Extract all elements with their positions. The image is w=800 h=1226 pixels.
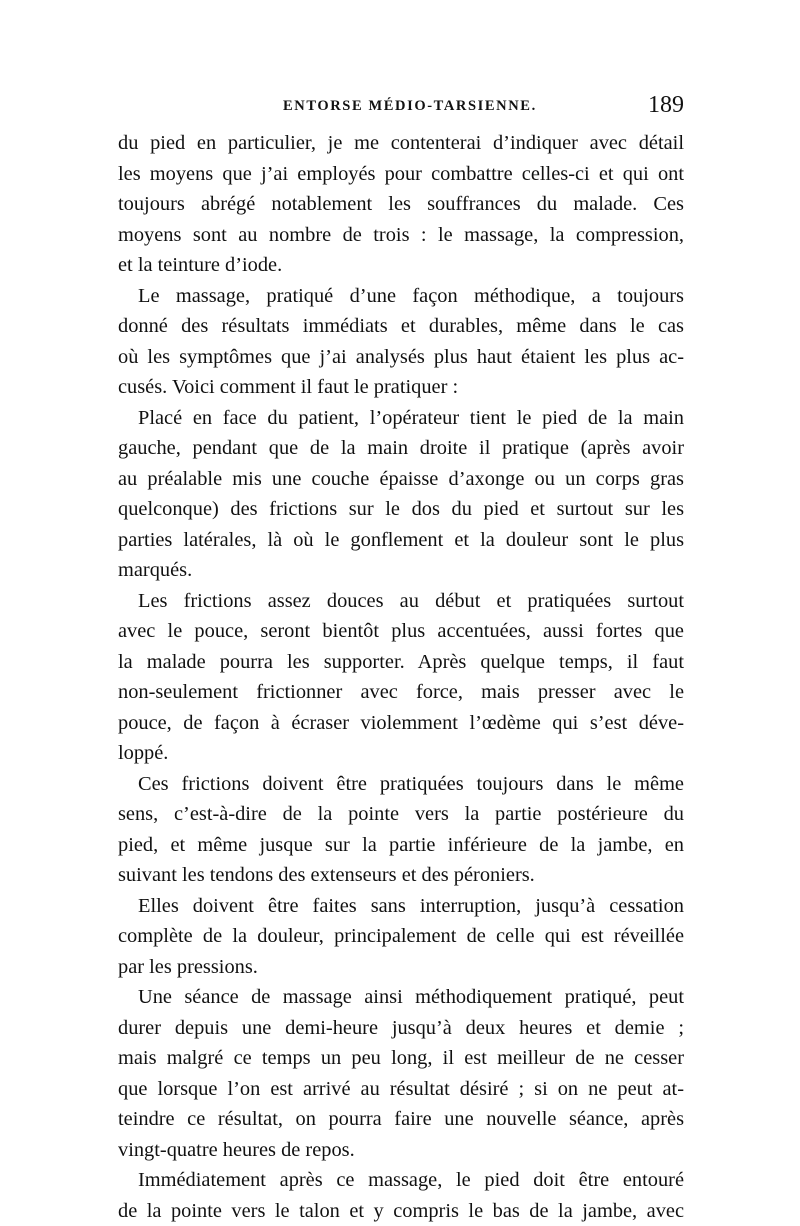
paragraph [118, 891, 684, 983]
paragraph [118, 1165, 684, 1226]
text-line: moyens sont au nombre de trois : le massage, la compression, [118, 220, 684, 251]
text-line: loppé. [118, 738, 684, 769]
paragraph [118, 982, 684, 1165]
text-line: toujours abrégé notablement les souffrances du malade. Ces [118, 189, 684, 220]
text-line: et la teinture d’iode. [118, 250, 684, 281]
text-line: au préalable mis une couche épaisse d’axonge ou un corps gras [118, 464, 684, 495]
text-line: parties latérales, là où le gonflement et la douleur sont le plus [118, 525, 684, 556]
text-line: Elles doivent être faites sans interruption, jusqu’à cessation [118, 891, 684, 922]
text-line: que lorsque l’on est arrivé au résultat désiré ; si on ne peut at- [118, 1074, 684, 1105]
text-line: suivant les tendons des extenseurs et des péroniers. [118, 860, 684, 891]
text-line: durer depuis une demi-heure jusqu’à deux heures et demie ; [118, 1013, 684, 1044]
paragraph [118, 403, 684, 586]
paragraph [118, 128, 684, 281]
text-line: pouce, de façon à écraser violemment l’œdème qui s’est déve- [118, 708, 684, 739]
text-line: Les frictions assez douces au début et pratiquées surtout [118, 586, 684, 617]
text-line: non-seulement frictionner avec force, mais presser avec le [118, 677, 684, 708]
text-line: donné des résultats immédiats et durables, même dans le cas [118, 311, 684, 342]
paragraph [118, 769, 684, 891]
text-line: Immédiatement après ce massage, le pied doit être entouré [118, 1165, 684, 1196]
text-line: où les symptômes que j’ai analysés plus haut étaient les plus ac- [118, 342, 684, 373]
text-line: teindre ce résultat, on pourra faire une nouvelle séance, après [118, 1104, 684, 1135]
text-line: Placé en face du patient, l’opérateur tient le pied de la main [118, 403, 684, 434]
paragraph [118, 281, 684, 403]
text-line: quelconque) des frictions sur le dos du pied et surtout sur les [118, 494, 684, 525]
text-line: cusés. Voici comment il faut le pratiquer : [118, 372, 684, 403]
text-line: marqués. [118, 555, 684, 586]
body-text [118, 128, 684, 1226]
text-line: Ces frictions doivent être pratiquées toujours dans le même [118, 769, 684, 800]
text-line: Le massage, pratiqué d’une façon méthodique, a toujours [118, 281, 684, 312]
text-line: par les pressions. [118, 952, 684, 983]
text-line: de la pointe vers le talon et y compris le bas de la jambe, avec [118, 1196, 684, 1226]
text-line: vingt-quatre heures de repos. [118, 1135, 684, 1166]
page-number: 189 [648, 92, 684, 118]
text-line: du pied en particulier, je me contenterai d’indiquer avec détail [118, 128, 684, 159]
text-line: avec le pouce, seront bientôt plus accentuées, aussi fortes que [118, 616, 684, 647]
text-line: sens, c’est-à-dire de la pointe vers la partie postérieure du [118, 799, 684, 830]
paragraph [118, 586, 684, 769]
text-line: Une séance de massage ainsi méthodiquement pratiqué, peut [118, 982, 684, 1013]
running-head: ENTORSE MÉDIO-TARSIENNE. [283, 96, 537, 116]
text-line: complète de la douleur, principalement de celle qui est réveillée [118, 921, 684, 952]
text-line: les moyens que j’ai employés pour combattre celles-ci et qui ont [118, 159, 684, 190]
text-line: pied, et même jusque sur la partie inférieure de la jambe, en [118, 830, 684, 861]
text-line: la malade pourra les supporter. Après quelque temps, il faut [118, 647, 684, 678]
text-line: mais malgré ce temps un peu long, il est meilleur de ne cesser [118, 1043, 684, 1074]
text-line: gauche, pendant que de la main droite il pratique (après avoir [118, 433, 684, 464]
